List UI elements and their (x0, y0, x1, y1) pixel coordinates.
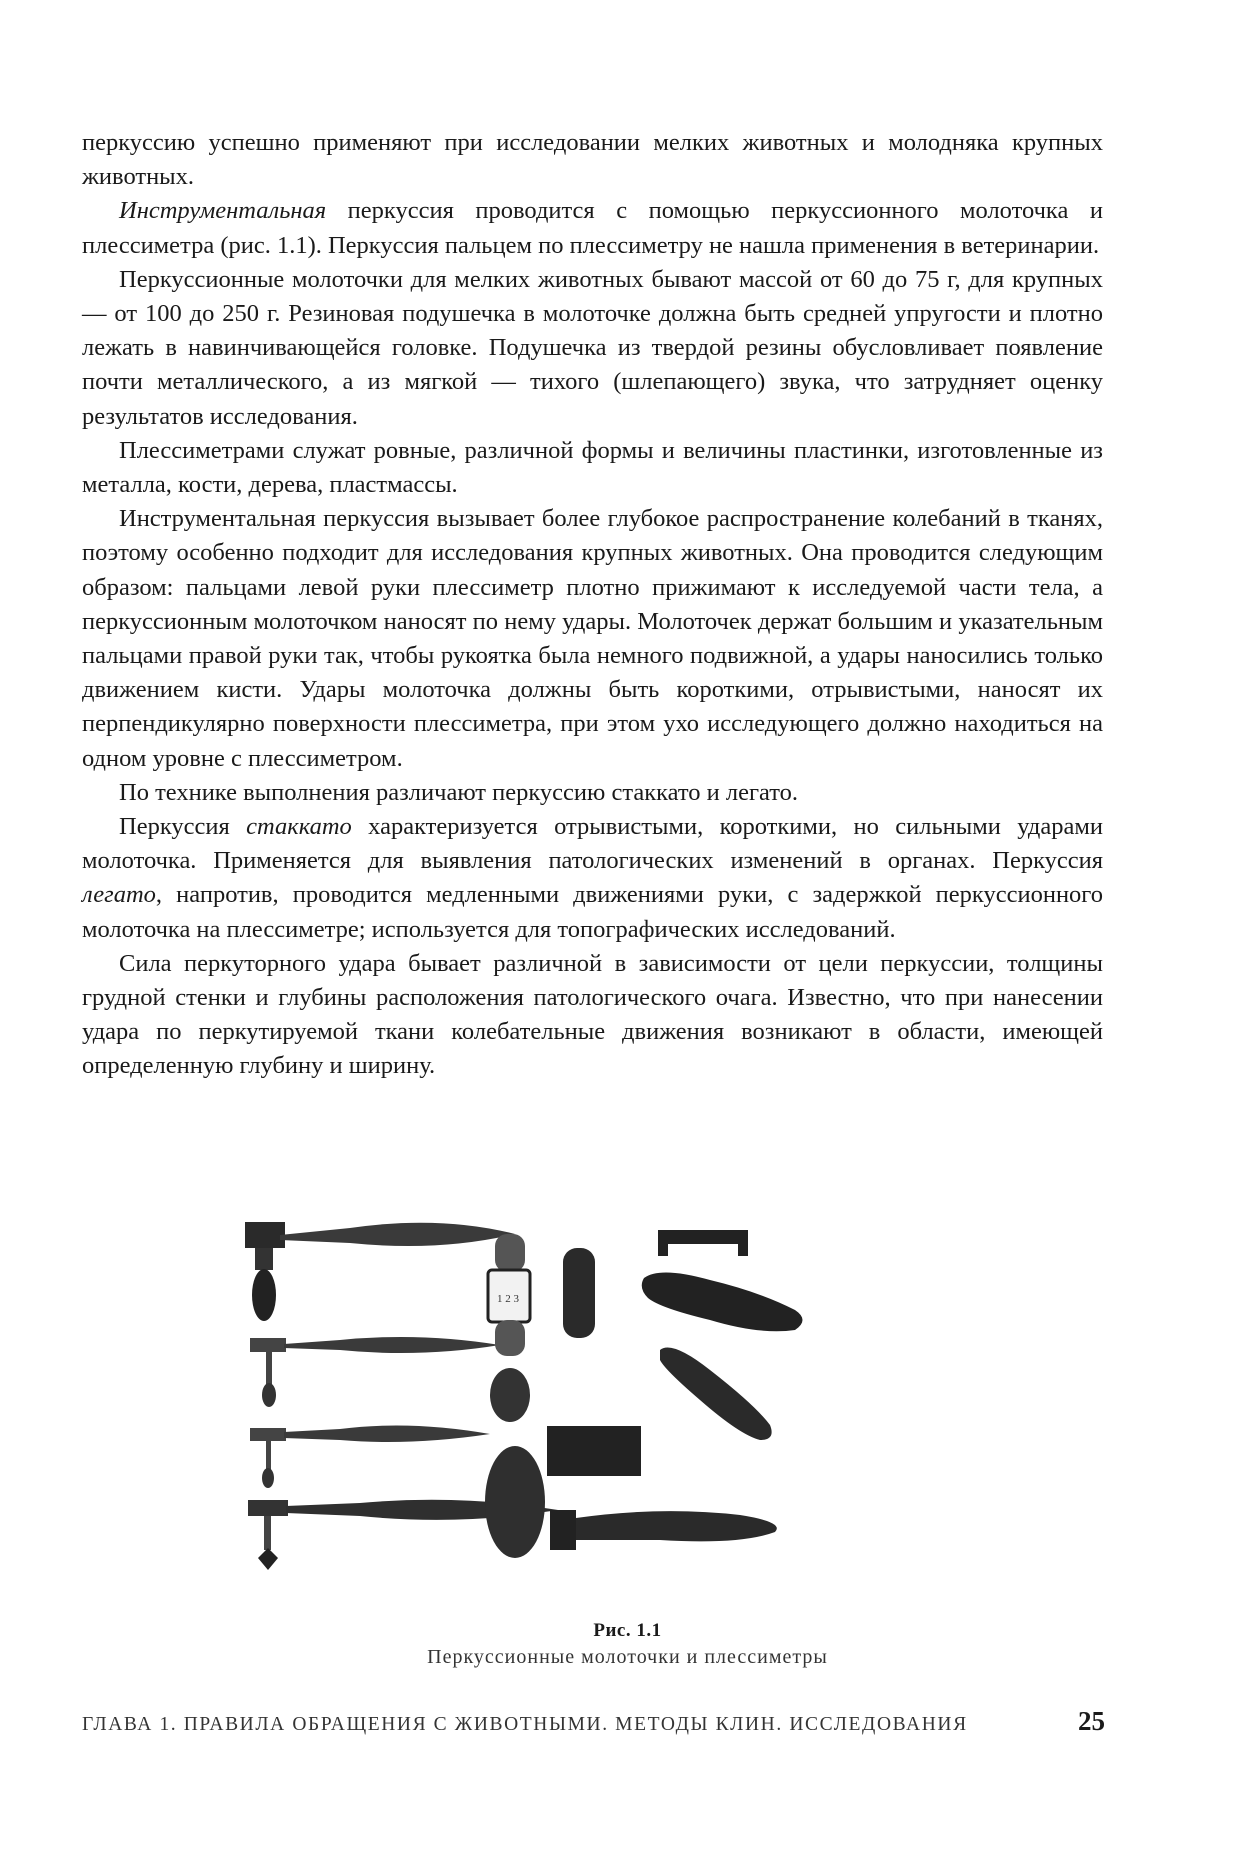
paragraph-text: характеризуется отрывистыми, короткими, но сильными ударами молоточка. Применяется для выявления патологических изменений в органах. Перкуссия (82, 813, 1103, 875)
paragraph: По технике выполнения различают перкуссию стаккато и легато. (119, 778, 799, 806)
paragraph: Сила перкуторного удара бывает различной в зависимости от цели перкуссии, толщины грудной стенки и глубины расположения патологического очага. Известно, что при нанесении удара по перкутируемой ткани колебательные движения возникают в области, имеющей определенную глубину и ширину. (82, 949, 1103, 1080)
italic-term: Инструментальная (119, 197, 327, 225)
scale-marks: 1 2 3 (497, 1293, 519, 1305)
figure-hammers-plessimeters (240, 1210, 960, 1615)
footer-chapter-title: ГЛАВА 1. ПРАВИЛА ОБРАЩЕНИЯ С ЖИВОТНЫМИ. МЕТОДЫ КЛИН. ИССЛЕДОВАНИЯ (82, 1714, 968, 1735)
paragraph (82, 194, 1103, 262)
percussion-hammer-3 (250, 1425, 490, 1488)
paragraph-text: Перкуссия (119, 813, 247, 841)
figure-illustration (240, 1210, 960, 1615)
italic-term: стаккато (246, 813, 352, 841)
scale-plessimeter (488, 1234, 530, 1356)
italic-term: легато (82, 881, 156, 909)
paragraph (82, 810, 1103, 947)
paragraph: перкуссию успешно применяют при исследовании мелких животных и молодняка крупных животных. (82, 129, 1103, 191)
paragraph: Плессиметрами служат ровные, различной формы и величины пластинки, изготовленные из металла, кости, дерева, пластмассы. (82, 436, 1103, 499)
block-plessimeter (547, 1426, 641, 1476)
percussion-hammer-1 (245, 1222, 515, 1321)
body-text (82, 126, 1103, 1084)
finger-plessimeter-2 (660, 1348, 772, 1441)
handle-plessimeter (550, 1510, 777, 1550)
paragraph: Перкуссионные молоточки для мелких животных бывают массой от 60 до 75 г, для крупных — от 100 до 250 г. Резиновая подушечка в молоточке должна быть средней упругости и плотно лежать в навинчивающейся головке. Подушечка из твердой резины обусловливает появление почти металлического, а из мягкой — тихого (шлепающего) звука, что затрудняет оценку результатов исследования. (82, 265, 1103, 430)
paragraph-text: перкуссия проводится с помощью перкуссионного молоточка и плессиметра (рис. 1.1). Перкуссия пальцем по плессиметру не нашла применения в ветеринарии. (82, 197, 1103, 259)
oval-plessimeter (485, 1446, 545, 1558)
paragraph-text: , напротив, проводится медленными движениями руки, с задержкой перкуссионного молоточка на плессиметре; используется для топографических исследований. (82, 881, 1103, 943)
finger-plessimeter-1 (642, 1272, 803, 1331)
paragraph: Инструментальная перкуссия вызывает более глубокое распространение колебаний в тканях, поэтому особенно подходит для исследования крупных животных. Она проводится следующим образом: пальцами левой руки плессиметр плотно прижимают к исследуемой части тела, а перкуссионным молоточком наносят по нему удары. Молоточек держат большим и указательным пальцами правой руки так, чтобы рукоятка была немного подвижной, а удары наносились только движением кисти. Удары молоточка должны быть короткими, отрывистыми, наносят их перпендикулярно поверхности плессиметра, при этом ухо исследующего должно находиться на одном уровне с плессиметром. (82, 505, 1103, 772)
figure-caption-text: Перкуссионные молоточки и плессиметры (427, 1646, 828, 1668)
page-number: 25 (1078, 1706, 1105, 1736)
wooden-plessimeter (563, 1248, 595, 1338)
figure-caption-number: Рис. 1.1 (593, 1620, 662, 1641)
round-plessimeter (490, 1368, 530, 1422)
percussion-hammer-2 (250, 1337, 500, 1407)
metal-plessimeter (658, 1230, 748, 1256)
